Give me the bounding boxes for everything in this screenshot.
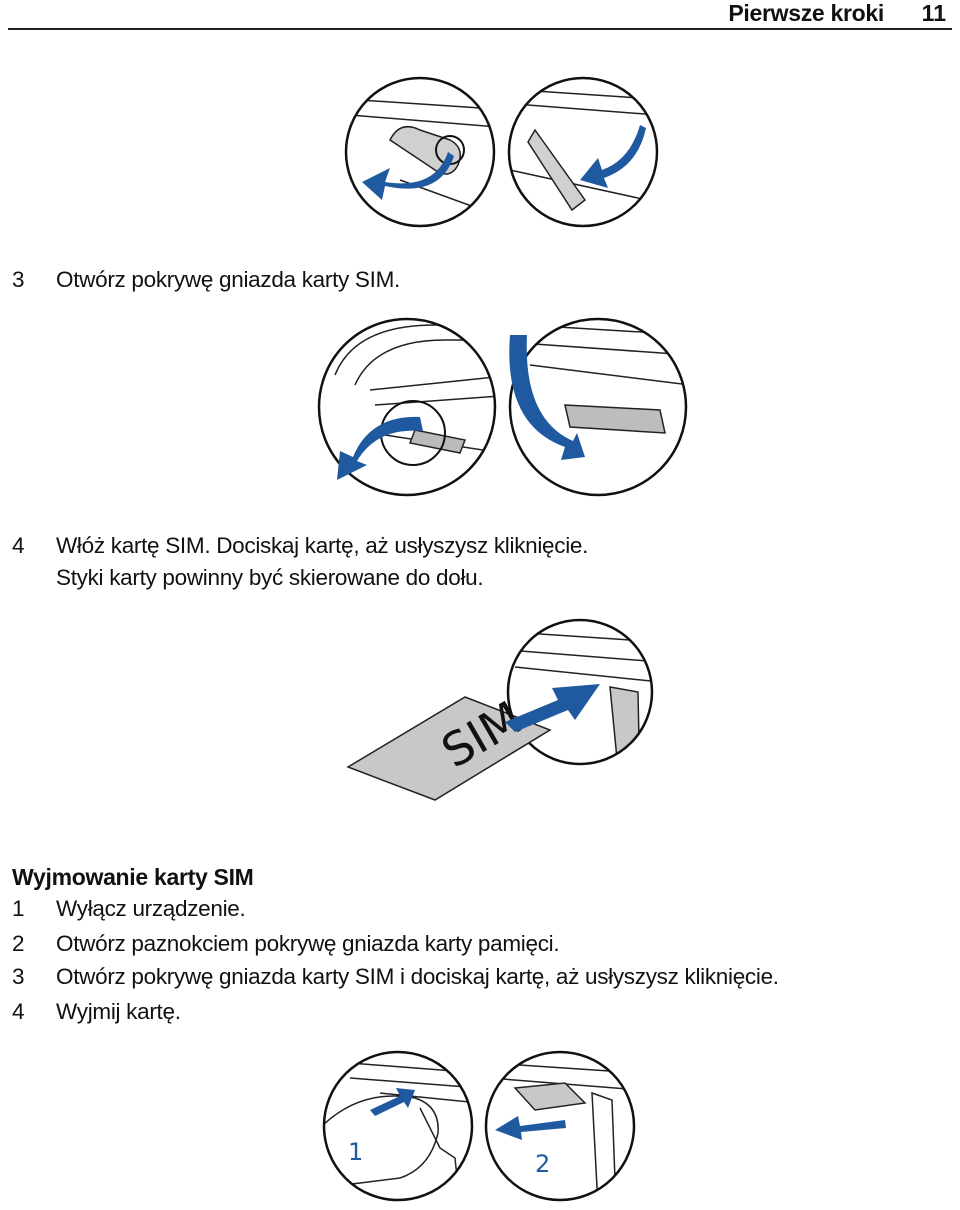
step-item xyxy=(12,928,559,960)
step-text: Włóż kartę SIM. Dociskaj kartę, aż usłyszysz kliknięcie. xyxy=(56,533,589,558)
step-item xyxy=(12,530,588,594)
figure-insert-sim xyxy=(340,612,660,812)
step-item xyxy=(12,893,245,925)
step-text: Otwórz paznokciem pokrywę gniazda karty pamięci. xyxy=(56,931,560,956)
step-text: Wyłącz urządzenie. xyxy=(56,896,246,921)
arrow-icon xyxy=(337,417,423,480)
step-number: 4 xyxy=(12,999,25,1024)
step-number: 3 xyxy=(12,964,25,989)
step-number: 2 xyxy=(12,931,25,956)
step-number: 1 xyxy=(12,896,25,921)
header-title: Pierwsze kroki xyxy=(728,0,884,26)
callout-number: 2 xyxy=(535,1150,551,1178)
sim-card-label: SIM xyxy=(432,690,531,779)
header-rule xyxy=(8,28,952,30)
arrow-icon xyxy=(509,335,585,460)
step-item xyxy=(12,264,400,296)
step-continuation: Styki karty powinny być skierowane do dołu. xyxy=(56,565,484,590)
step-item xyxy=(12,996,181,1028)
step-text: Otwórz pokrywę gniazda karty SIM i dociskaj kartę, aż usłyszysz kliknięcie. xyxy=(56,964,779,989)
step-text: Otwórz pokrywę gniazda karty SIM. xyxy=(56,267,400,292)
callout-number: 1 xyxy=(348,1138,364,1166)
figure-remove-sim xyxy=(320,1048,640,1206)
arrow-icon xyxy=(495,1116,566,1140)
step-number: 3 xyxy=(12,267,25,292)
page-header xyxy=(0,0,960,30)
figure-open-memory-cover xyxy=(340,70,670,240)
arrow-icon xyxy=(505,684,600,732)
step-text: Wyjmij kartę. xyxy=(56,999,181,1024)
step-item xyxy=(12,961,779,993)
section-title: Wyjmowanie karty SIM xyxy=(12,864,254,890)
figure-open-sim-cover xyxy=(315,315,690,500)
arrow-icon xyxy=(580,125,646,188)
step-number: 4 xyxy=(12,533,25,558)
page-number: 11 xyxy=(921,0,946,26)
